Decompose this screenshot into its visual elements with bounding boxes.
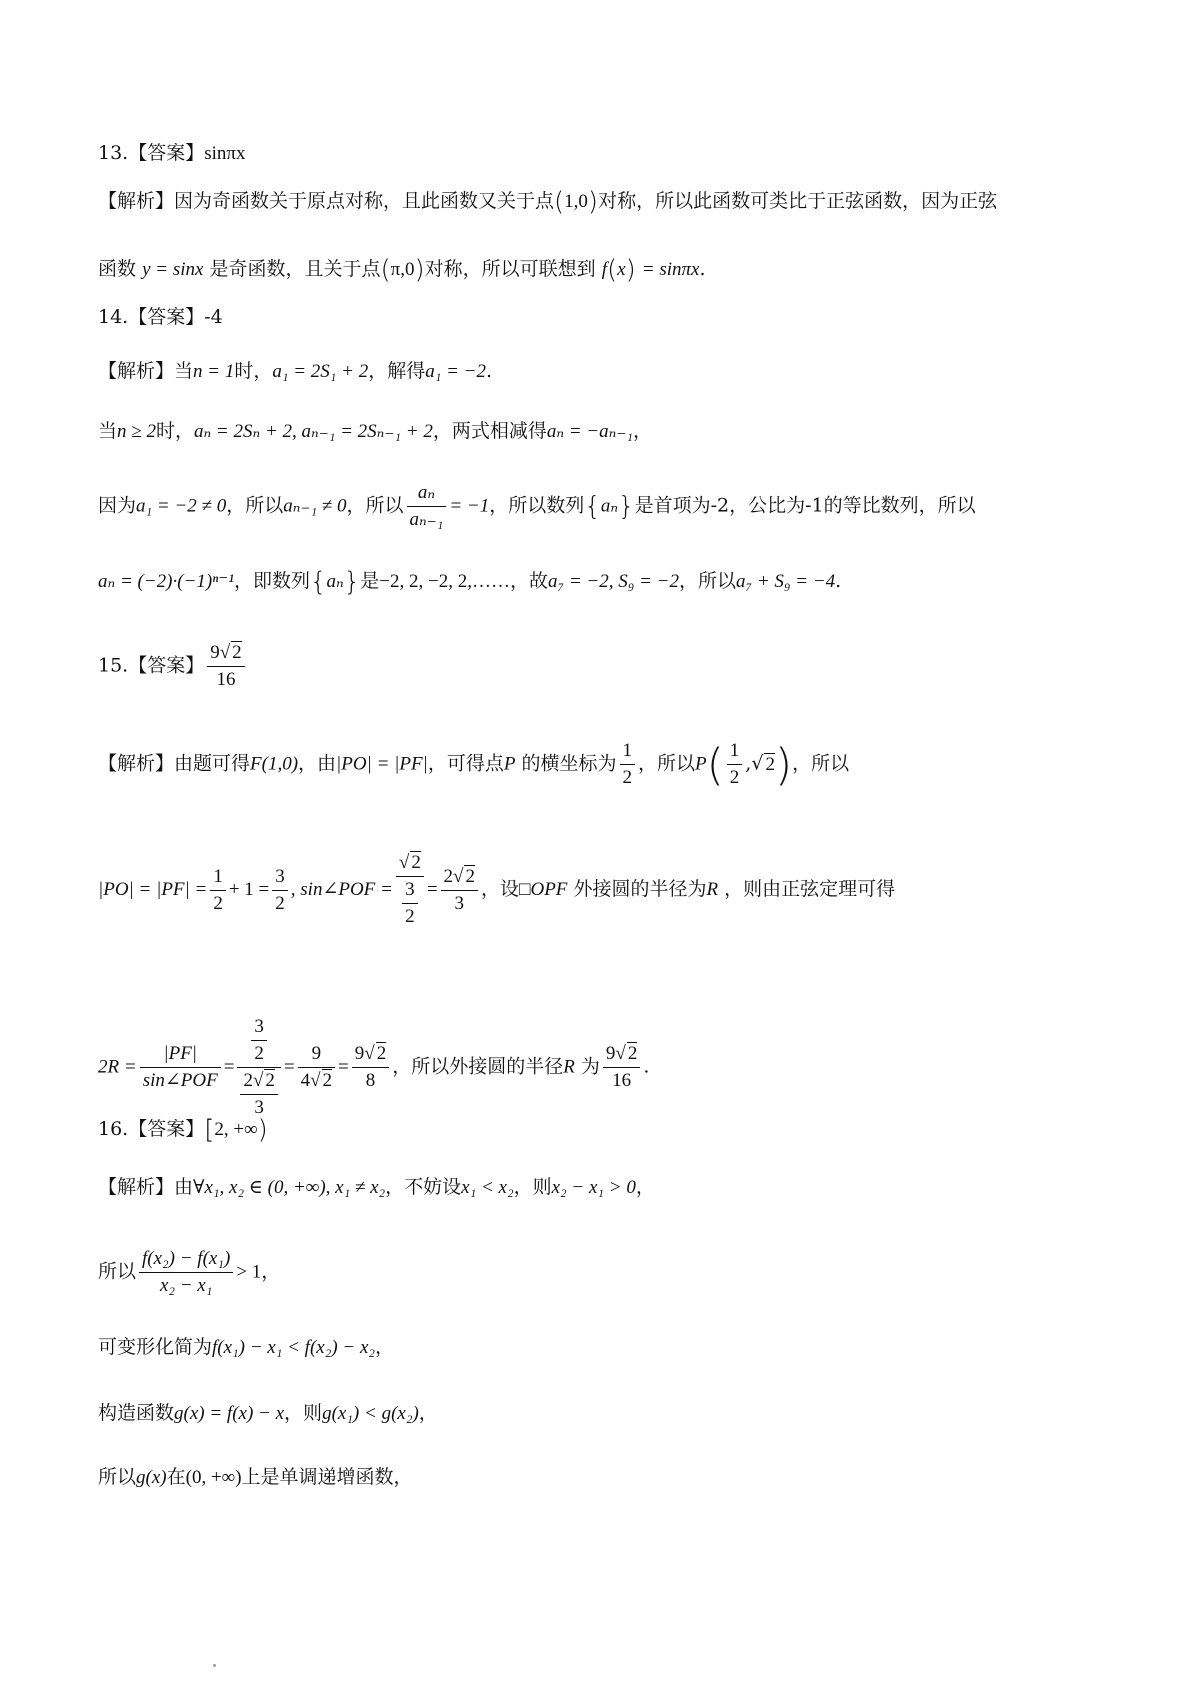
fraction-denominator: 4√ 2: [300, 1070, 333, 1091]
q16-text: 所以: [98, 1466, 137, 1488]
q14-text: ，所以: [346, 494, 404, 517]
q14-text: 时，: [155, 420, 194, 442]
q13-text: 函数: [98, 258, 137, 280]
q14-text: .: [835, 570, 842, 592]
q14-text: 时，: [234, 360, 273, 382]
q16-math: ∀x₁, x₂ ∈ (0, +∞), x₁ ≠ x₂: [193, 1177, 386, 1198]
q14-answer-line: [98, 304, 223, 330]
q15-math: OPF: [530, 879, 568, 900]
q13-analysis-line-1: 【解析】因为奇函数关于原点对称，且此函数又关于点(1,0)对称，所以此函数可类比于正弦函数，因为正弦: [98, 187, 998, 217]
q16-analysis-line-3: [98, 1334, 394, 1361]
q16-text: 【解析】由: [98, 1176, 194, 1198]
q15-text: ，则由正弦定理可得: [724, 878, 896, 900]
q14-text: 是: [360, 570, 380, 592]
fraction-denominator: 2: [405, 906, 415, 927]
q16-text: 所以: [98, 1260, 137, 1283]
fraction-denominator: 16: [612, 1070, 632, 1091]
q15-fraction: [272, 864, 288, 917]
q15-fraction: [210, 864, 226, 917]
q13-text: 对称，所以可联想到: [424, 258, 596, 280]
q14-text: ，两式相减得: [432, 420, 547, 442]
q15-math: =: [338, 1056, 349, 1078]
q14-text: ，: [633, 420, 653, 442]
q14-math: a₇ + S₉ = −4: [735, 571, 836, 592]
q14-text: 【解析】当: [98, 360, 194, 382]
q16-text: ，则: [513, 1176, 552, 1198]
q14-text: 是首项为-2，公比为-1的等比数列，所以: [634, 494, 976, 517]
q15-text: 为: [580, 1055, 600, 1078]
q16-text: ，: [375, 1336, 395, 1358]
inner-fraction: [402, 877, 418, 930]
q16-answer-line: 16.【答案】[2, +∞): [98, 1115, 268, 1145]
q15-math: P: [695, 753, 707, 775]
q16-math: g(x): [136, 1467, 167, 1488]
q15-math: F(1,0): [250, 753, 299, 775]
fraction-numerator: 9√ 2: [352, 1041, 389, 1068]
q15-fraction: [298, 1041, 335, 1094]
q15-text: 的横坐标为: [521, 752, 617, 775]
sqrt-radicand: 2: [411, 852, 421, 873]
q15-text: ，由: [298, 752, 337, 775]
q14-math: a₁ = −2 ≠ 0: [136, 495, 227, 517]
q14-math: −2, 2, −2, 2,……: [379, 571, 510, 592]
q16-text: ，: [635, 1176, 655, 1198]
q15-text: 外接圆的半径为: [573, 878, 707, 900]
q15-fraction: [441, 864, 478, 917]
q15-fraction: [140, 1041, 221, 1094]
q14-analysis-line-3: 因为a₁ = −2 ≠ 0，所以aₙ₋₁ ≠ 0，所以 $\frac{\text{aₙ}}{\text{aₙ₋₁}}$ = −1，所以数列{aₙ}是首项为-2，公比为-1的等比数列，所以: [98, 480, 976, 533]
q16-analysis-line-5: [98, 1464, 413, 1491]
q14-text: ，所以数列: [489, 494, 585, 517]
q14-math: n ≥ 2: [117, 421, 156, 442]
q14-math: aₙ = 2Sₙ + 2, aₙ₋₁ = 2Sₙ₋₁ + 2: [193, 421, 433, 442]
q15-analysis-line-2: |PO| = |PF| = $\frac{1}{2}$ + 1 = $\frac{3}{2}$ , sin∠POF = $\frac{√ 2}{\frac{3}{2}}$ = $\frac{2√ 2}{3}$ ，设□OPF 外接圆的半径为R ，则由正弦定理可得: [98, 850, 895, 930]
q14-text: ，即数列: [233, 570, 310, 592]
q14-math: aₙ: [600, 495, 619, 517]
fraction-denominator: x₂ − x₁: [159, 1275, 213, 1296]
fraction-numerator: aₙ: [407, 480, 447, 507]
q15-text: ，所以: [638, 752, 696, 775]
q15-analysis-line-3: [98, 1014, 649, 1121]
fraction-denominator: aₙ₋₁: [409, 509, 444, 530]
denominator-value: 4: [300, 1070, 311, 1091]
numerator-value: 9: [210, 642, 220, 663]
q14-math: aₙ = −aₙ₋₁: [546, 421, 634, 442]
q16-answer: 2, +∞: [214, 1119, 258, 1140]
fraction-denominator: 16: [216, 669, 236, 690]
q13-answer: sinπx: [204, 143, 246, 164]
q15-math: + 1 =: [228, 879, 270, 900]
q13-text: .: [699, 258, 706, 280]
q13-math: y = sinx: [142, 259, 204, 280]
q16-math: f(x₁) − x₁ < f(x₂) − x₂: [212, 1337, 375, 1358]
fraction-numerator: 3: [402, 877, 418, 904]
q15-answer-fraction: [207, 640, 244, 693]
q14-math: aₙ₋₁ ≠ 0: [283, 495, 347, 517]
q13-text: 【解析】因为奇函数关于原点对称，且此函数又关于点: [98, 190, 555, 212]
numerator-value: 2: [443, 865, 454, 887]
q15-math: =: [223, 1056, 235, 1078]
q14-analysis-line-1: [98, 358, 492, 385]
numerator-value: 9: [605, 1043, 616, 1064]
sqrt-radicand: 2: [376, 1043, 387, 1064]
q15-point-fraction: [727, 738, 743, 791]
fraction-denominator: 3: [454, 892, 464, 914]
fraction-denominator: 2: [275, 892, 285, 914]
fraction-denominator: 2: [254, 1043, 264, 1064]
fraction-numerator: 2√ 2: [441, 864, 478, 891]
q16-math: x₁ < x₂: [461, 1177, 514, 1198]
q16-text: 在: [166, 1466, 186, 1488]
q14-heading: 14.【答案】-4: [98, 306, 223, 328]
q13-point: π,0: [390, 259, 415, 280]
q16-math: g(x₁) < g(x₂): [322, 1403, 419, 1424]
q15-math: |PO| = |PF| =: [98, 879, 208, 900]
q16-analysis-line-2: [98, 1246, 280, 1299]
q16-text: 构造函数: [98, 1402, 175, 1424]
q14-text: ，所以: [226, 494, 284, 517]
q16-text: 上是单调递增函数，: [241, 1466, 413, 1488]
q13-point: 1,0: [564, 191, 588, 212]
q16-text: ，不妨设: [385, 1176, 462, 1198]
q15-math: P: [503, 753, 516, 775]
q15-math: 2R =: [98, 1056, 137, 1078]
q15-fraction: [352, 1041, 389, 1094]
q15-text: 【解析】由题可得: [98, 752, 251, 775]
q16-text: ，: [261, 1260, 281, 1283]
fraction-numerator: 9√ 2: [603, 1041, 640, 1068]
q14-math: n = 1: [193, 361, 235, 382]
q16-text: 可变形化简为: [98, 1336, 213, 1358]
numerator-value: 9: [354, 1043, 365, 1064]
fraction-numerator: [237, 1014, 280, 1068]
q15-math: , sin∠POF =: [290, 879, 393, 900]
q13-text: 对称，所以此函数可类比于正弦函数，因为正弦: [598, 190, 998, 212]
q15-math: R: [706, 879, 719, 900]
fraction-denominator: [396, 877, 424, 930]
q13-math: x: [617, 259, 626, 280]
q13-text: 是奇函数，且关于点: [209, 258, 381, 280]
q15-text: ，可得点: [427, 752, 504, 775]
q15-math: =: [426, 879, 438, 900]
fraction-denominator: 2: [729, 767, 740, 788]
fraction-numerator: 1: [620, 738, 636, 765]
fraction-numerator: √ 2: [396, 850, 424, 877]
q16-text: ，: [418, 1402, 438, 1424]
fraction-numerator: 9: [298, 1041, 335, 1068]
q14-text: ，解得: [368, 360, 426, 382]
q16-analysis-line-4: [98, 1400, 438, 1427]
q14-text: ，所以: [678, 570, 736, 592]
sqrt-radicand: 2: [465, 865, 475, 887]
q15-half-fraction: [620, 738, 636, 791]
q14-math: a₁ = −2: [425, 361, 486, 382]
q15-text: ，所以: [792, 752, 850, 775]
numerator-value: 2: [243, 1070, 253, 1091]
fraction-numerator: 3: [251, 1014, 267, 1041]
sqrt-radicand: 2: [322, 1070, 333, 1091]
q16-fraction: [139, 1246, 233, 1299]
q14-math: aₙ: [326, 571, 344, 592]
q15-heading: 15.【答案】: [98, 654, 205, 677]
fraction-numerator: 1: [727, 738, 743, 765]
fraction-denominator: 2: [213, 892, 223, 914]
fraction-numerator: 9√ 2: [207, 640, 244, 667]
q15-text: ，所以外接圆的半径: [392, 1055, 564, 1078]
q15-text: ，设: [480, 878, 519, 900]
q16-math: g(x) = f(x) − x: [174, 1403, 285, 1424]
fraction-denominator: 8: [365, 1070, 376, 1091]
q13-heading: 13.【答案】: [98, 142, 205, 164]
q15-compound-fraction: [396, 850, 424, 930]
q13-analysis-line-2: 函数 y = sinx 是奇函数，且关于点(π,0)对称，所以可联想到 f(x) = sinπx.: [98, 255, 706, 285]
q16-math: x₂ − x₁ > 0: [551, 1177, 636, 1198]
q15-analysis-line-1: 【解析】由题可得F(1,0)，由|PO| = |PF|，可得点P 的横坐标为 $\frac{1}{2}$ ，所以P( $\frac{1}{2}$ ,√ 2)，所以: [98, 739, 850, 791]
q16-math: (0, +∞): [185, 1467, 242, 1488]
q14-ratio-fraction: [407, 480, 447, 533]
q15-answer-line: [98, 640, 248, 693]
q16-math: > 1: [236, 1261, 262, 1283]
q14-text: ，故: [509, 570, 548, 592]
q14-text: 因为: [98, 494, 137, 517]
fraction-numerator: |PF|: [140, 1041, 221, 1068]
q13-answer-line: [98, 140, 245, 167]
q15-compound-fraction: [237, 1014, 280, 1121]
page-speck: [213, 1664, 216, 1667]
fraction-denominator: sin∠POF: [142, 1070, 218, 1091]
inner-fraction: [240, 1068, 277, 1121]
fraction-numerator: f(x₂) − f(x₁): [139, 1246, 233, 1273]
q14-analysis-line-4: aₙ = (−2)·(−1)ⁿ⁻¹，即数列{aₙ}是−2, 2, −2, 2,……，故a₇ = −2, S₉ = −2，所以a₇ + S₉ = −4.: [98, 567, 842, 597]
fraction-numerator: 1: [210, 864, 226, 891]
fraction-denominator: 3: [254, 1097, 264, 1118]
q14-math: aₙ = (−2)·(−1)ⁿ⁻¹: [98, 571, 234, 592]
sqrt-radicand: 2: [765, 753, 775, 775]
q13-math: = sinπx: [641, 259, 700, 280]
q14-analysis-line-2: [98, 418, 652, 445]
fraction-denominator: 2: [622, 767, 632, 788]
q14-text: .: [485, 360, 493, 382]
q13-math: f: [601, 259, 607, 280]
fraction-denominator: [237, 1068, 280, 1121]
q14-math: = −1: [449, 495, 490, 517]
sqrt-radicand: 2: [232, 642, 242, 663]
sqrt-radicand: 2: [265, 1070, 275, 1091]
fraction-numerator: 2√ 2: [240, 1068, 277, 1095]
q16-heading: 16.【答案】: [98, 1118, 205, 1140]
sqrt-radicand: 2: [627, 1043, 638, 1064]
fraction-numerator: 3: [272, 864, 288, 891]
q15-math: R: [563, 1056, 575, 1078]
q14-math: a₁ = 2S₁ + 2: [272, 361, 369, 382]
q15-result-fraction: [603, 1041, 640, 1094]
q16-text: ，则: [284, 1402, 323, 1424]
q14-math: a₇ = −2, S₉ = −2: [547, 571, 679, 592]
q14-text: 当: [98, 420, 118, 442]
q15-math: =: [283, 1056, 295, 1078]
q16-analysis-line-1: [98, 1174, 655, 1201]
q15-math: |PO| = |PF|: [336, 753, 428, 775]
q15-text: .: [643, 1055, 650, 1078]
inner-fraction: [251, 1014, 267, 1067]
